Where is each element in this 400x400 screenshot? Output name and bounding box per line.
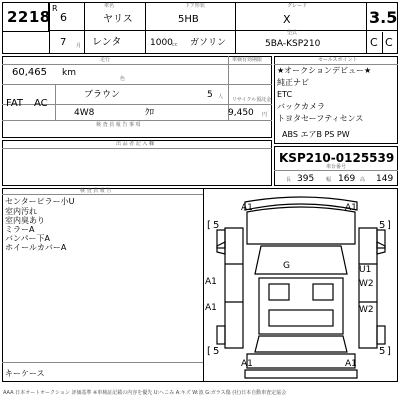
divider (2, 64, 272, 65)
chassis-label: 車台番号 (326, 164, 347, 170)
seller-notes-header: 出 品 者 記 入 欄 (116, 141, 154, 147)
make-value: ヤリス (103, 14, 133, 25)
length-value: 395 (297, 174, 315, 184)
car-damage-diagram (203, 188, 398, 382)
height-value: 149 (376, 174, 394, 184)
mileage-label: 走行 (100, 57, 111, 63)
damage-mark-a1-front-right: A1 (345, 203, 357, 213)
divider (55, 84, 56, 120)
engine-cc: 1000 (150, 38, 173, 48)
damage-mark-a1-side-left: A1 (205, 277, 217, 287)
interior-grade: C (370, 36, 378, 49)
damage-mark-u1-right: U1 (359, 265, 372, 275)
rear-bumper (245, 370, 357, 378)
rear-window (255, 336, 347, 352)
transmission-value: FAT (6, 98, 24, 109)
seats-value: 5 (207, 90, 213, 100)
option-item: バックカメラ (277, 102, 325, 111)
damage-item: ミラーA (5, 225, 35, 234)
model-label: 型式 (287, 30, 298, 36)
yen-unit: 円 (262, 112, 268, 118)
month-value: 7 (60, 37, 67, 48)
color-value: ブラウン (84, 90, 121, 100)
recycle-label: リサイクル預託金 (232, 97, 272, 103)
length-label: 長 (286, 177, 292, 183)
divider (49, 2, 50, 54)
registration-r: R (52, 4, 58, 13)
divider (235, 2, 236, 54)
width-value: 169 (338, 174, 356, 184)
mileage-unit: km (62, 68, 76, 78)
damage-mark-a1-front-left: A1 (241, 203, 253, 213)
grade-value: X (283, 13, 291, 26)
option-item: トヨタセーフティセンス (277, 114, 364, 123)
exterior-grade: C (385, 36, 393, 49)
damage-mark-w2-right-2: W2 (359, 305, 374, 315)
front-bumper (245, 197, 357, 210)
divider (2, 362, 203, 363)
divider (274, 170, 398, 171)
damage-item: 室内臭あり (5, 216, 45, 225)
damage-item: センターピラー小U (5, 197, 75, 206)
grade-label: グレード (287, 3, 308, 9)
damage-mark-a1-rear-left: A1 (241, 359, 253, 369)
wheel-rl (217, 326, 225, 344)
divider (382, 32, 383, 54)
lot-number: 2218 (7, 8, 51, 26)
door-label: ドア形状 (185, 3, 205, 9)
year-value: 6 (60, 11, 67, 24)
wheel-rr (377, 326, 385, 344)
footer-item: キーケース (5, 369, 45, 378)
score-value: 3.5 (369, 8, 398, 27)
load-value: ｸﾛ (145, 108, 155, 118)
divider (274, 64, 398, 65)
divider (84, 2, 85, 54)
damage-mark-a1-rear-right: A1 (345, 359, 357, 369)
option-item: ETC (277, 90, 293, 99)
footer-text: AAA 日本オートオークション 評価基準 ※車検証記載の内容を優先 U:へこみ A:キズ W:波 G:ガラス傷 (社)日本自動車査定協会 (3, 390, 287, 396)
tire-bracket-fr: ] (387, 220, 391, 231)
divider (2, 148, 272, 149)
damage-mark-a1-side-left-2: A1 (205, 303, 217, 313)
tire-depth-fr: 5 (379, 220, 386, 231)
divider (145, 2, 146, 54)
divider (366, 2, 367, 54)
options-header: セールスポイント (318, 57, 358, 63)
divider (2, 194, 203, 195)
month-unit: 月 (76, 43, 82, 49)
tire-bracket-fl: [ (207, 220, 211, 231)
ac-value: AC (34, 98, 48, 109)
damage-mark-w2-right: W2 (359, 279, 374, 289)
tire-bracket-rr: ] (387, 346, 391, 357)
tire-depth-fl: 5 (213, 220, 220, 231)
damage-item: 室内汚れ (5, 207, 37, 216)
door-value: 5HB (178, 14, 199, 25)
trunk (247, 354, 355, 368)
fuel-value: ガソリン (190, 38, 227, 48)
expiry-label: 車検有効期限 (232, 57, 263, 63)
chassis-number: KSP210-0125539 (279, 151, 395, 165)
windshield (255, 246, 347, 274)
left-side (225, 228, 243, 348)
option-item: ★オークションデビュー★ (277, 66, 372, 75)
mileage-value: 60,465 (12, 67, 47, 78)
damage-item: バンパー下A (5, 234, 50, 243)
model-code: 5BA-KSP210 (265, 39, 321, 49)
color-label: 色 (120, 76, 126, 82)
width-label: 幅 (326, 177, 332, 183)
damage-item: ホイールカバーA (5, 243, 67, 252)
option-item: ABS エアB PS PW (282, 130, 350, 139)
tire-bracket-rl: [ (207, 346, 211, 357)
make-label: 車名 (104, 3, 115, 9)
recycle-fee: 9,450 (228, 108, 254, 118)
option-item: 純正ナビ (277, 78, 309, 87)
rental-value: レンタ (92, 37, 122, 48)
inspection-label: 検 査 員 報 告 事 項 (96, 122, 141, 128)
tire-depth-rr: 5 (379, 346, 386, 357)
divider (2, 84, 272, 85)
drive-value: 4W8 (74, 108, 95, 118)
height-label: 高 (360, 177, 366, 183)
divider (49, 30, 398, 31)
divider (2, 120, 272, 121)
tire-depth-rl: 5 (213, 346, 220, 357)
cc-unit: cc (172, 42, 178, 48)
damage-mark-g-windshield: G (283, 261, 290, 271)
seats-unit: 人 (218, 94, 224, 100)
damage-header: 検 査 員 報 告 (80, 188, 112, 194)
hood (247, 207, 355, 244)
